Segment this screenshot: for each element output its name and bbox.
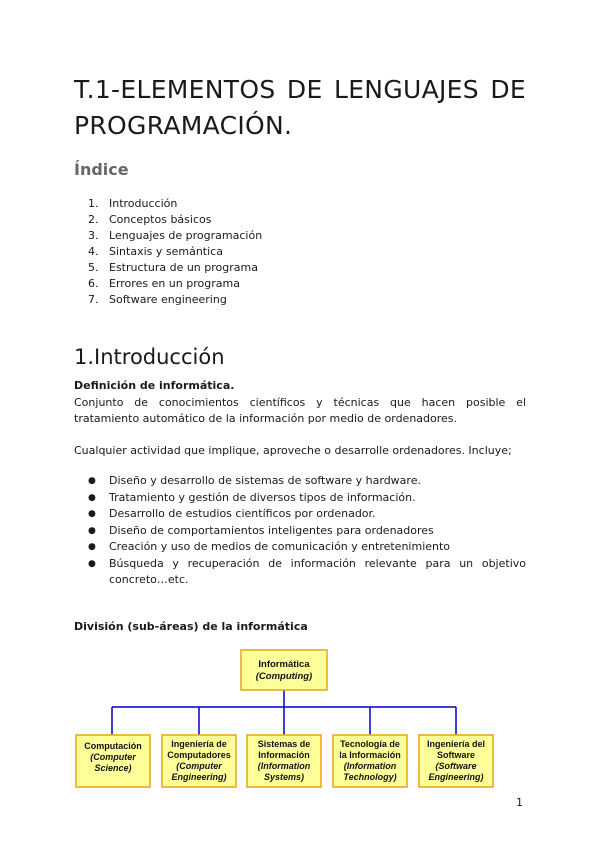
root-box (241, 650, 327, 690)
definition-title: Definición de informática. (74, 379, 235, 392)
root-label: Informática (258, 659, 310, 670)
org-chart-diagram (70, 645, 530, 793)
diagram-node-tecnologia-informacion (333, 735, 407, 787)
diagram-title: División (sub-áreas) de la informática (74, 620, 308, 633)
bullet-icon: ● (88, 542, 96, 552)
diagram-connectors (112, 689, 456, 735)
node-label: Computadores (167, 750, 231, 760)
node-label: Ingeniería de (171, 739, 227, 749)
diagram-node-sistemas-informacion (247, 735, 321, 787)
definition-paragraph: Conjunto de conocimientos científicos y técnicas que hacen posible el tratamiento automático de la información por medio de ordenadores. (74, 396, 526, 425)
root-sublabel: (Computing) (255, 671, 313, 682)
toc-label: Software engineering (109, 293, 227, 306)
diagram-node-ingenieria-software (419, 735, 493, 787)
toc-label: Conceptos básicos (109, 213, 212, 226)
index-heading: Índice (74, 160, 129, 179)
node-sublabel: Engineering) (428, 772, 484, 782)
toc-item (88, 228, 262, 244)
toc-item (88, 196, 262, 212)
toc-label: Estructura de un programa (109, 261, 258, 274)
node-sublabel: Engineering) (171, 772, 227, 782)
table-of-contents (88, 196, 262, 308)
toc-number: 3. (88, 229, 99, 242)
toc-item (88, 260, 262, 276)
toc-number: 1. (88, 197, 99, 210)
node-sublabel: Science) (94, 763, 132, 773)
bullet-icon: ● (88, 525, 96, 536)
node-label: Sistemas de (257, 739, 311, 749)
bullet-icon: ● (88, 558, 96, 569)
bullet-icon: ● (88, 476, 96, 486)
node-label: Información (258, 750, 310, 760)
diagram-node-ingenieria-computadores (162, 735, 236, 787)
toc-number: 6. (88, 277, 99, 290)
toc-number: 2. (88, 213, 99, 226)
list-item (88, 523, 526, 540)
toc-number: 5. (88, 261, 99, 274)
node-label: Computación (84, 741, 142, 751)
bullet-icon: ● (88, 509, 96, 519)
list-item (88, 473, 526, 490)
node-label: Tecnología de (340, 739, 400, 749)
diagram-node-computacion (76, 735, 150, 787)
list-item-text: Desarrollo de estudios científicos por ordenador. (109, 507, 376, 520)
toc-number: 7. (88, 293, 99, 306)
list-item-text: Diseño y desarrollo de sistemas de software y hardware. (109, 474, 421, 487)
list-item-text: Tratamiento y gestión de diversos tipos de información. (109, 490, 416, 504)
list-item (88, 556, 526, 589)
list-item-text: Creación y uso de medios de comunicación y entretenimiento (109, 540, 451, 553)
document-title: T.1-ELEMENTOS DE LENGUAJES DE PROGRAMACIÓN. (74, 75, 526, 140)
list-item (88, 490, 526, 507)
diagram-root-node (241, 650, 327, 690)
toc-number: 4. (88, 245, 99, 258)
toc-item (88, 244, 262, 260)
list-item (88, 506, 526, 523)
toc-label: Errores en un programa (109, 277, 240, 290)
list-item-text: Búsqueda y recuperación de información relevante para un objetivo concreto…etc. (109, 556, 526, 586)
toc-label: Sintaxis y semántica (109, 245, 223, 258)
node-label: la Información (339, 750, 401, 760)
node-label: Software (436, 750, 476, 760)
node-sublabel: Technology) (343, 772, 397, 782)
activity-paragraph: Cualquier actividad que implique, aproveche o desarrolle ordenadores. Incluye; (74, 444, 512, 457)
node-sublabel: (Information (343, 761, 397, 771)
page-number: 1 (516, 796, 523, 809)
node-sublabel: (Computer (90, 752, 136, 762)
list-item (88, 539, 526, 556)
bullet-icon: ● (88, 492, 96, 503)
node-sublabel: (Computer (176, 761, 222, 771)
toc-label: Lenguajes de programación (109, 229, 263, 242)
section-heading-introduccion: 1.Introducción (74, 345, 225, 369)
toc-label: Introducción (109, 197, 178, 210)
node-sublabel: Systems) (263, 772, 305, 782)
node-sublabel: (Software (435, 761, 477, 771)
bullet-list (88, 473, 526, 589)
list-item-text: Diseño de comportamientos inteligentes para ordenadores (109, 523, 434, 537)
toc-item (88, 292, 262, 308)
node-sublabel: (Information (257, 761, 311, 771)
node-label: Ingeniería del (426, 739, 486, 749)
toc-item (88, 212, 262, 228)
toc-item (88, 276, 262, 292)
